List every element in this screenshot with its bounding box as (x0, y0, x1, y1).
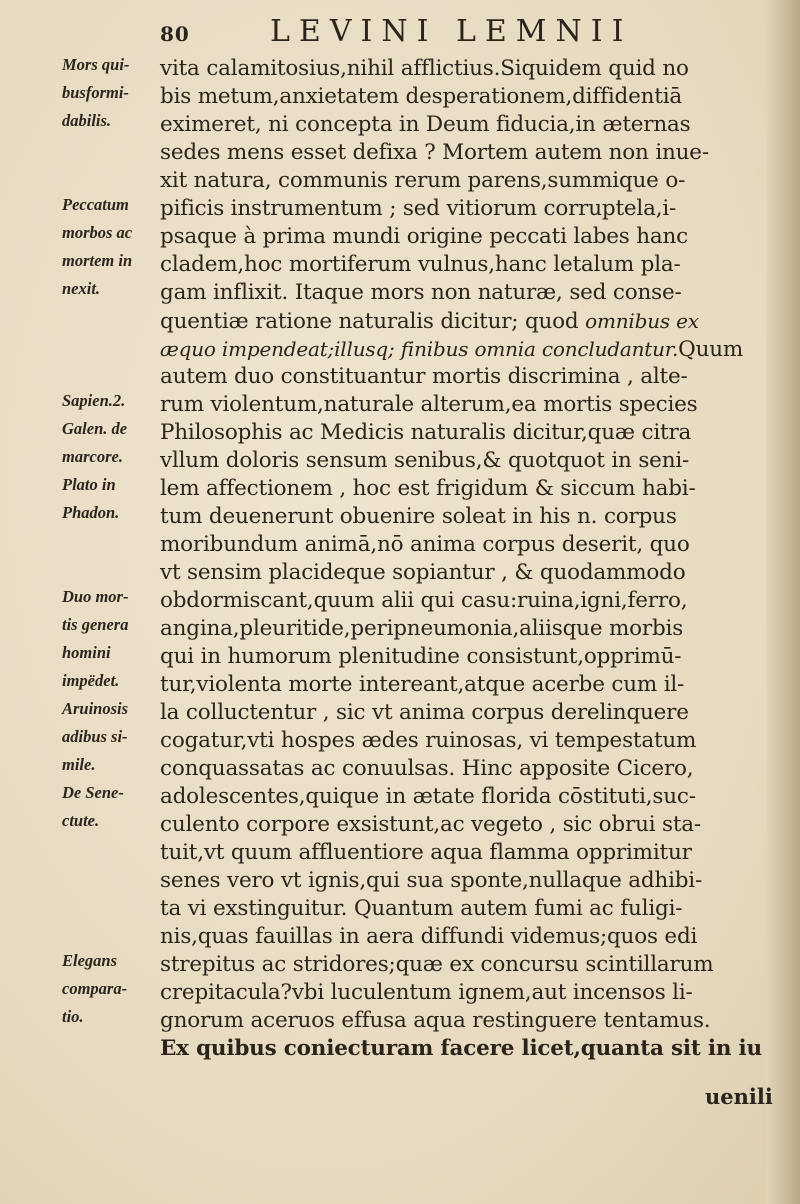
margin-note: Phadon. (62, 503, 120, 522)
text-line: vllum doloris sensum senibus,& quotquot in seni- (160, 448, 690, 473)
text-line: Philosophis ac Medicis naturalis dicitur,quæ citra (160, 420, 692, 445)
text-line: ta vi exstinguitur. Quantum autem fumi ac fuligi- (160, 896, 683, 921)
text-line: tuit,vt quum affluentiore aqua flamma opprimitur (160, 840, 692, 865)
text-line: sedes mens esset defixa ? Mortem autem non inue- (160, 140, 709, 165)
text-line: cladem,hoc mortiferum vulnus,hanc letalum pla- (160, 252, 681, 277)
margin-note: Duo mor- (62, 587, 129, 606)
margin-note: Peccatum (62, 195, 129, 214)
text-line: conquassatas ac conuulsas. Hinc apposite Cicero, (160, 756, 694, 781)
margin-note: mortem in (62, 251, 133, 270)
page-gutter (766, 0, 800, 1204)
margin-note: marcore. (62, 447, 123, 466)
margin-note: tis genera (62, 615, 129, 634)
text-line: culento corpore exsistunt,ac vegeto , sic obrui sta- (160, 812, 701, 837)
margin-note: Plato in (62, 475, 116, 494)
text-line: cogatur,vti hospes ædes ruinosas, vi tempestatum (160, 728, 697, 753)
text-line: vita calamitosius,nihil afflictius.Siquidem quid no (160, 56, 689, 81)
margin-note: Elegans (62, 951, 118, 970)
text-line: moribundum animā,nō anima corpus deserit, quo (160, 532, 690, 557)
text-line: eximeret, ni concepta in Deum fiducia,in æternas (160, 112, 691, 137)
folio-number: 80 (160, 22, 190, 46)
text-line: la colluctentur , sic vt anima corpus derelinquere (160, 700, 689, 725)
text-line: strepitus ac stridores;quæ ex concursu scintillarum (160, 952, 714, 977)
margin-note: Aruinosis (62, 699, 129, 718)
text-line-segment: Quum (678, 337, 744, 362)
text-line: qui in humorum plenitudine consistunt,opprimū- (160, 644, 682, 669)
margin-note: nexit. (62, 279, 101, 298)
text-line (160, 307, 699, 336)
text-line: nis,quas fauillas in aera diffundi videmus;quos edi (160, 924, 698, 949)
text-line: senes vero vt ignis,qui sua sponte,nullaque adhibi- (160, 868, 703, 893)
text-line: lem affectionem , hoc est frigidum & siccum habi- (160, 476, 696, 501)
margin-note: mile. (62, 755, 96, 774)
italic-phrase: æquo impendeat;illusq; finibus omnia concludantur. (160, 337, 679, 361)
text-line: vt sensim placideque sopiantur , & quodammodo (160, 560, 686, 585)
margin-note: adibus si- (62, 727, 128, 746)
text-line: gnorum aceruos effusa aqua restinguere tentamus. (160, 1008, 711, 1033)
margin-note: Sapien.2. (62, 391, 126, 410)
margin-note: Mors qui- (62, 55, 130, 74)
margin-note: compara- (62, 979, 128, 998)
margin-note: homini (62, 643, 111, 662)
catchword: uenili (705, 1084, 773, 1109)
margin-note: busformi- (62, 83, 129, 102)
text-line (160, 335, 743, 364)
margin-note: ctute. (62, 811, 100, 830)
text-line: gam inflixit. Itaque mors non naturæ, sed conse- (160, 280, 682, 305)
margin-note: tio. (62, 1007, 84, 1026)
text-line: tum deuenerunt obuenire soleat in his n. corpus (160, 504, 677, 529)
text-line: rum violentum,naturale alterum,ea mortis species (160, 392, 698, 417)
text-line: pificis instrumentum ; sed vitiorum corruptela,i- (160, 196, 677, 221)
page-header (0, 14, 800, 48)
text-line: obdormiscant,quum alii qui casu:ruina,igni,ferro, (160, 588, 688, 613)
text-line: angina,pleuritide,peripneumonia,aliisque morbis (160, 616, 684, 641)
margin-note: morbos ac (62, 223, 133, 242)
running-title: LEVINI LEMNII (270, 14, 633, 49)
margin-note: dabilis. (62, 111, 112, 130)
text-line: Ex quibus coniecturam facere licet,quanta sit in iu (160, 1036, 762, 1061)
margin-note: Galen. de (62, 419, 128, 438)
text-line: crepitacula?vbi luculentum ignem,aut incensos li- (160, 980, 693, 1005)
italic-phrase: omnibus ex (585, 309, 699, 333)
text-line: adolescentes,quique in ætate florida cōstituti,suc- (160, 784, 696, 809)
margin-note: De Sene- (62, 783, 124, 802)
margin-note: impëdet. (62, 671, 120, 690)
text-line: psaque à prima mundi origine peccati labes hanc (160, 224, 689, 249)
text-line: autem duo constituantur mortis discrimina , alte- (160, 364, 688, 389)
text-line: bis metum,anxietatem desperationem,diffidentiā (160, 84, 683, 109)
text-line: xit natura, communis rerum parens,summique o- (160, 168, 686, 193)
text-line-segment: quentiæ ratione naturalis dicitur; quod (160, 309, 579, 334)
text-line: tur,violenta morte intereant,atque acerbe cum il- (160, 672, 685, 697)
